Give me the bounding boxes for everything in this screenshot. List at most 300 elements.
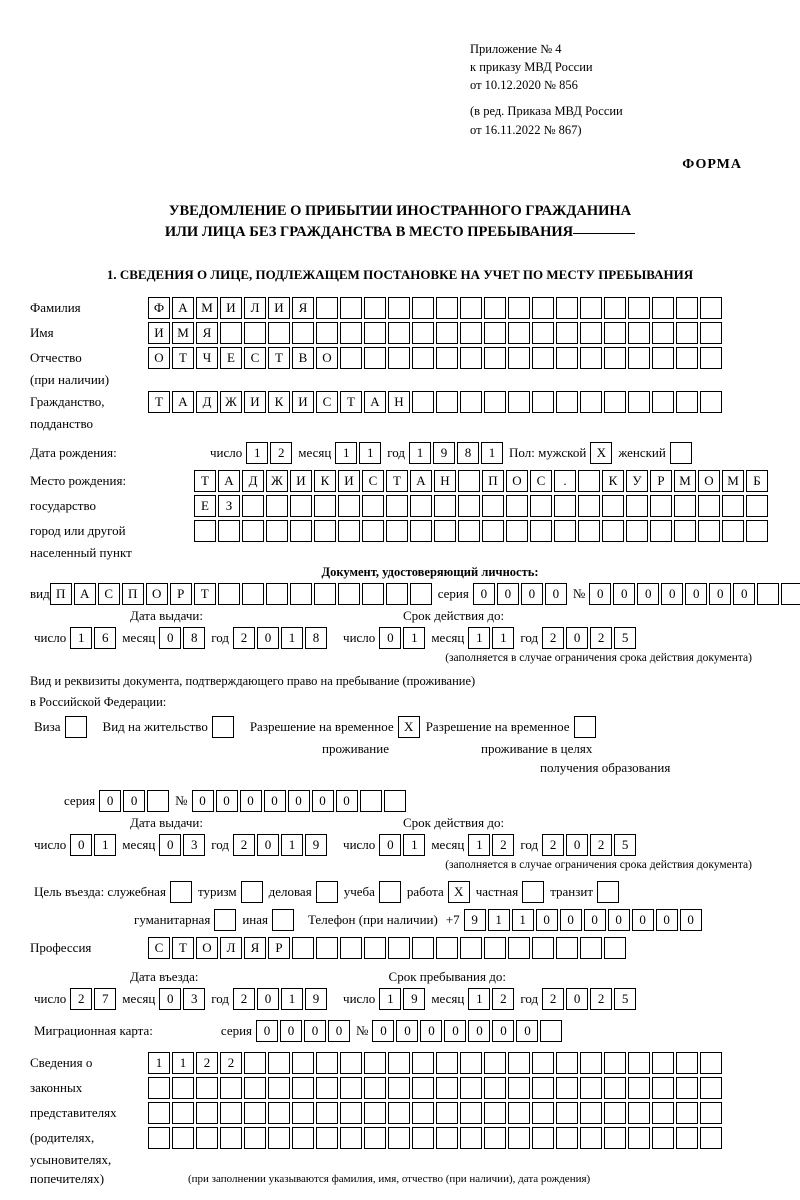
char-cell[interactable] bbox=[196, 1102, 218, 1124]
char-cell[interactable] bbox=[532, 1052, 554, 1074]
edu-permit-checkbox[interactable] bbox=[574, 716, 598, 738]
char-cell[interactable]: 6 bbox=[94, 627, 116, 649]
char-cell[interactable]: А bbox=[172, 391, 194, 413]
identity-valid-month-input[interactable] bbox=[468, 627, 516, 649]
char-cell[interactable] bbox=[554, 495, 576, 517]
char-cell[interactable] bbox=[700, 1127, 722, 1149]
char-cell[interactable] bbox=[700, 347, 722, 369]
char-cell[interactable]: 0 bbox=[584, 909, 606, 931]
char-cell[interactable] bbox=[290, 495, 312, 517]
char-cell[interactable] bbox=[676, 1127, 698, 1149]
permit-issue-month-input[interactable] bbox=[159, 834, 207, 856]
char-cell[interactable]: 0 bbox=[516, 1020, 538, 1042]
char-cell[interactable]: 0 bbox=[264, 790, 286, 812]
char-cell[interactable] bbox=[580, 937, 602, 959]
char-cell[interactable] bbox=[412, 937, 434, 959]
char-cell[interactable] bbox=[508, 1127, 530, 1149]
char-cell[interactable] bbox=[700, 297, 722, 319]
char-cell[interactable]: 1 bbox=[281, 988, 303, 1010]
char-cell[interactable]: О bbox=[146, 583, 168, 605]
char-cell[interactable] bbox=[412, 322, 434, 344]
char-cell[interactable] bbox=[580, 1077, 602, 1099]
char-cell[interactable]: Л bbox=[244, 297, 266, 319]
char-cell[interactable] bbox=[460, 1127, 482, 1149]
char-cell[interactable]: 8 bbox=[183, 627, 205, 649]
char-cell[interactable]: 0 bbox=[536, 909, 558, 931]
char-cell[interactable] bbox=[460, 322, 482, 344]
char-cell[interactable]: 9 bbox=[305, 988, 327, 1010]
permit-issue-year-input[interactable] bbox=[233, 834, 329, 856]
char-cell[interactable] bbox=[338, 520, 360, 542]
char-cell[interactable] bbox=[676, 1102, 698, 1124]
char-cell[interactable]: 2 bbox=[590, 834, 612, 856]
purpose-humanitarian-checkbox[interactable] bbox=[214, 909, 238, 931]
permit-issue-day-input[interactable] bbox=[70, 834, 118, 856]
residence-checkbox[interactable] bbox=[212, 716, 236, 738]
char-cell[interactable] bbox=[436, 1127, 458, 1149]
char-cell[interactable]: 0 bbox=[257, 834, 279, 856]
char-cell[interactable]: 0 bbox=[396, 1020, 418, 1042]
char-cell[interactable] bbox=[364, 1102, 386, 1124]
char-cell[interactable]: . bbox=[554, 470, 576, 492]
char-cell[interactable] bbox=[676, 297, 698, 319]
char-cell[interactable] bbox=[628, 1102, 650, 1124]
char-cell[interactable] bbox=[674, 520, 696, 542]
char-cell[interactable]: М bbox=[722, 470, 744, 492]
char-cell[interactable] bbox=[436, 937, 458, 959]
char-cell[interactable]: Ф bbox=[148, 297, 170, 319]
char-cell[interactable]: О bbox=[196, 937, 218, 959]
char-cell[interactable] bbox=[556, 1077, 578, 1099]
permit-series-input[interactable] bbox=[99, 790, 171, 812]
char-cell[interactable] bbox=[484, 1077, 506, 1099]
char-cell[interactable]: 0 bbox=[468, 1020, 490, 1042]
char-cell[interactable] bbox=[484, 937, 506, 959]
char-cell[interactable]: 0 bbox=[632, 909, 654, 931]
char-cell[interactable] bbox=[602, 520, 624, 542]
char-cell[interactable] bbox=[292, 322, 314, 344]
char-cell[interactable]: К bbox=[602, 470, 624, 492]
char-cell[interactable]: 0 bbox=[159, 834, 181, 856]
entry-month-input[interactable] bbox=[159, 988, 207, 1010]
char-cell[interactable]: 2 bbox=[270, 442, 292, 464]
char-cell[interactable] bbox=[628, 347, 650, 369]
identity-series-input[interactable] bbox=[473, 583, 569, 605]
char-cell[interactable]: 1 bbox=[403, 627, 425, 649]
char-cell[interactable] bbox=[364, 1077, 386, 1099]
char-cell[interactable]: И bbox=[292, 391, 314, 413]
char-cell[interactable] bbox=[412, 1102, 434, 1124]
char-cell[interactable]: 0 bbox=[566, 988, 588, 1010]
char-cell[interactable] bbox=[580, 391, 602, 413]
char-cell[interactable]: Т bbox=[386, 470, 408, 492]
char-cell[interactable] bbox=[578, 520, 600, 542]
visa-checkbox[interactable] bbox=[65, 716, 89, 738]
char-cell[interactable]: О bbox=[698, 470, 720, 492]
char-cell[interactable] bbox=[172, 1077, 194, 1099]
stay-month-input[interactable] bbox=[468, 988, 516, 1010]
birth-year-input[interactable] bbox=[409, 442, 505, 464]
char-cell[interactable]: 0 bbox=[420, 1020, 442, 1042]
char-cell[interactable]: С bbox=[98, 583, 120, 605]
char-cell[interactable]: 1 bbox=[172, 1052, 194, 1074]
char-cell[interactable]: 9 bbox=[403, 988, 425, 1010]
char-cell[interactable] bbox=[722, 520, 744, 542]
representatives-input-row3[interactable] bbox=[148, 1102, 724, 1124]
char-cell[interactable] bbox=[292, 1077, 314, 1099]
char-cell[interactable]: 1 bbox=[281, 627, 303, 649]
char-cell[interactable]: А bbox=[74, 583, 96, 605]
char-cell[interactable] bbox=[508, 391, 530, 413]
char-cell[interactable]: 2 bbox=[542, 834, 564, 856]
char-cell[interactable] bbox=[242, 520, 264, 542]
char-cell[interactable] bbox=[388, 1052, 410, 1074]
char-cell[interactable]: С bbox=[316, 391, 338, 413]
char-cell[interactable] bbox=[412, 347, 434, 369]
char-cell[interactable]: Т bbox=[172, 937, 194, 959]
char-cell[interactable]: 0 bbox=[444, 1020, 466, 1042]
char-cell[interactable]: 0 bbox=[379, 834, 401, 856]
purpose-other-checkbox[interactable] bbox=[272, 909, 296, 931]
char-cell[interactable]: И bbox=[338, 470, 360, 492]
char-cell[interactable] bbox=[241, 881, 263, 903]
char-cell[interactable]: 1 bbox=[403, 834, 425, 856]
char-cell[interactable] bbox=[340, 1052, 362, 1074]
char-cell[interactable] bbox=[652, 297, 674, 319]
char-cell[interactable] bbox=[532, 1077, 554, 1099]
char-cell[interactable] bbox=[360, 790, 382, 812]
char-cell[interactable]: 9 bbox=[433, 442, 455, 464]
char-cell[interactable]: Я bbox=[196, 322, 218, 344]
char-cell[interactable] bbox=[434, 495, 456, 517]
char-cell[interactable]: 0 bbox=[608, 909, 630, 931]
char-cell[interactable] bbox=[580, 1052, 602, 1074]
char-cell[interactable] bbox=[597, 881, 619, 903]
char-cell[interactable]: 1 bbox=[94, 834, 116, 856]
birthplace-input-row3[interactable] bbox=[194, 520, 770, 542]
char-cell[interactable] bbox=[626, 520, 648, 542]
char-cell[interactable] bbox=[482, 495, 504, 517]
char-cell[interactable]: 0 bbox=[497, 583, 519, 605]
char-cell[interactable] bbox=[757, 583, 779, 605]
char-cell[interactable]: 2 bbox=[233, 627, 255, 649]
char-cell[interactable] bbox=[316, 937, 338, 959]
identity-valid-year-input[interactable] bbox=[542, 627, 638, 649]
char-cell[interactable] bbox=[384, 790, 406, 812]
char-cell[interactable] bbox=[340, 347, 362, 369]
char-cell[interactable] bbox=[314, 495, 336, 517]
char-cell[interactable]: 1 bbox=[246, 442, 268, 464]
char-cell[interactable] bbox=[506, 520, 528, 542]
identity-issue-month-input[interactable] bbox=[159, 627, 207, 649]
char-cell[interactable]: 1 bbox=[468, 834, 490, 856]
char-cell[interactable] bbox=[148, 1102, 170, 1124]
char-cell[interactable] bbox=[196, 1077, 218, 1099]
char-cell[interactable]: 2 bbox=[492, 834, 514, 856]
temp-permit-checkbox[interactable] bbox=[398, 716, 422, 738]
char-cell[interactable]: А bbox=[410, 470, 432, 492]
char-cell[interactable] bbox=[604, 297, 626, 319]
char-cell[interactable] bbox=[364, 322, 386, 344]
char-cell[interactable] bbox=[580, 1102, 602, 1124]
char-cell[interactable]: О bbox=[506, 470, 528, 492]
char-cell[interactable] bbox=[388, 322, 410, 344]
char-cell[interactable] bbox=[148, 1127, 170, 1149]
char-cell[interactable]: 0 bbox=[192, 790, 214, 812]
char-cell[interactable] bbox=[212, 716, 234, 738]
char-cell[interactable]: 0 bbox=[99, 790, 121, 812]
char-cell[interactable]: 0 bbox=[328, 1020, 350, 1042]
char-cell[interactable] bbox=[379, 881, 401, 903]
char-cell[interactable] bbox=[292, 1052, 314, 1074]
char-cell[interactable]: 0 bbox=[123, 790, 145, 812]
char-cell[interactable] bbox=[484, 297, 506, 319]
char-cell[interactable]: Т bbox=[194, 470, 216, 492]
birth-month-input[interactable] bbox=[335, 442, 383, 464]
char-cell[interactable] bbox=[170, 881, 192, 903]
char-cell[interactable] bbox=[436, 1052, 458, 1074]
char-cell[interactable] bbox=[364, 937, 386, 959]
char-cell[interactable] bbox=[676, 1052, 698, 1074]
char-cell[interactable] bbox=[148, 1077, 170, 1099]
char-cell[interactable] bbox=[604, 322, 626, 344]
char-cell[interactable]: 2 bbox=[196, 1052, 218, 1074]
char-cell[interactable] bbox=[580, 322, 602, 344]
char-cell[interactable]: 2 bbox=[542, 627, 564, 649]
char-cell[interactable]: 5 bbox=[614, 627, 636, 649]
char-cell[interactable]: 1 bbox=[492, 627, 514, 649]
char-cell[interactable] bbox=[676, 322, 698, 344]
char-cell[interactable]: X bbox=[398, 716, 420, 738]
char-cell[interactable] bbox=[676, 391, 698, 413]
char-cell[interactable] bbox=[508, 1052, 530, 1074]
char-cell[interactable]: А bbox=[218, 470, 240, 492]
char-cell[interactable] bbox=[218, 583, 240, 605]
char-cell[interactable]: С bbox=[362, 470, 384, 492]
char-cell[interactable] bbox=[482, 520, 504, 542]
char-cell[interactable] bbox=[670, 442, 692, 464]
char-cell[interactable] bbox=[244, 1052, 266, 1074]
char-cell[interactable]: 0 bbox=[288, 790, 310, 812]
char-cell[interactable] bbox=[652, 1077, 674, 1099]
char-cell[interactable] bbox=[244, 1127, 266, 1149]
char-cell[interactable]: 1 bbox=[359, 442, 381, 464]
char-cell[interactable] bbox=[604, 347, 626, 369]
char-cell[interactable] bbox=[508, 1077, 530, 1099]
char-cell[interactable]: 2 bbox=[70, 988, 92, 1010]
char-cell[interactable] bbox=[484, 1102, 506, 1124]
char-cell[interactable]: Я bbox=[292, 297, 314, 319]
char-cell[interactable]: Р bbox=[268, 937, 290, 959]
char-cell[interactable] bbox=[340, 297, 362, 319]
char-cell[interactable] bbox=[436, 1102, 458, 1124]
char-cell[interactable]: 0 bbox=[280, 1020, 302, 1042]
char-cell[interactable]: 5 bbox=[614, 988, 636, 1010]
char-cell[interactable]: 1 bbox=[488, 909, 510, 931]
char-cell[interactable]: 8 bbox=[457, 442, 479, 464]
char-cell[interactable] bbox=[532, 937, 554, 959]
char-cell[interactable] bbox=[388, 1077, 410, 1099]
char-cell[interactable] bbox=[268, 1127, 290, 1149]
char-cell[interactable] bbox=[556, 347, 578, 369]
char-cell[interactable] bbox=[266, 583, 288, 605]
char-cell[interactable] bbox=[290, 583, 312, 605]
char-cell[interactable]: 1 bbox=[70, 627, 92, 649]
char-cell[interactable] bbox=[652, 322, 674, 344]
char-cell[interactable]: М bbox=[172, 322, 194, 344]
char-cell[interactable] bbox=[458, 495, 480, 517]
char-cell[interactable]: В bbox=[292, 347, 314, 369]
char-cell[interactable] bbox=[532, 1102, 554, 1124]
char-cell[interactable]: С bbox=[148, 937, 170, 959]
entry-year-input[interactable] bbox=[233, 988, 329, 1010]
char-cell[interactable] bbox=[460, 937, 482, 959]
char-cell[interactable]: 0 bbox=[560, 909, 582, 931]
purpose-item-checkbox-4[interactable] bbox=[522, 881, 546, 903]
permit-valid-year-input[interactable] bbox=[542, 834, 638, 856]
char-cell[interactable] bbox=[604, 1127, 626, 1149]
char-cell[interactable]: О bbox=[148, 347, 170, 369]
char-cell[interactable] bbox=[364, 1127, 386, 1149]
char-cell[interactable]: К bbox=[268, 391, 290, 413]
char-cell[interactable] bbox=[628, 391, 650, 413]
char-cell[interactable] bbox=[314, 520, 336, 542]
purpose-item-checkbox-1[interactable] bbox=[316, 881, 340, 903]
char-cell[interactable]: 0 bbox=[379, 627, 401, 649]
char-cell[interactable]: Т bbox=[268, 347, 290, 369]
char-cell[interactable]: 0 bbox=[733, 583, 755, 605]
char-cell[interactable] bbox=[316, 1102, 338, 1124]
char-cell[interactable] bbox=[388, 297, 410, 319]
citizenship-input[interactable] bbox=[148, 391, 724, 413]
char-cell[interactable] bbox=[314, 583, 336, 605]
char-cell[interactable]: 8 bbox=[305, 627, 327, 649]
char-cell[interactable]: У bbox=[626, 470, 648, 492]
char-cell[interactable] bbox=[244, 1102, 266, 1124]
char-cell[interactable] bbox=[172, 1102, 194, 1124]
char-cell[interactable] bbox=[484, 391, 506, 413]
char-cell[interactable]: Т bbox=[340, 391, 362, 413]
char-cell[interactable]: 0 bbox=[257, 988, 279, 1010]
char-cell[interactable]: 9 bbox=[305, 834, 327, 856]
purpose-service-checkbox[interactable] bbox=[170, 881, 194, 903]
char-cell[interactable] bbox=[460, 297, 482, 319]
char-cell[interactable] bbox=[244, 322, 266, 344]
char-cell[interactable]: 0 bbox=[492, 1020, 514, 1042]
char-cell[interactable] bbox=[386, 583, 408, 605]
char-cell[interactable]: 0 bbox=[70, 834, 92, 856]
char-cell[interactable] bbox=[410, 583, 432, 605]
representatives-input-row1[interactable] bbox=[148, 1052, 724, 1074]
char-cell[interactable] bbox=[650, 495, 672, 517]
char-cell[interactable] bbox=[556, 1127, 578, 1149]
char-cell[interactable] bbox=[556, 322, 578, 344]
char-cell[interactable]: Я bbox=[244, 937, 266, 959]
char-cell[interactable]: Н bbox=[388, 391, 410, 413]
char-cell[interactable]: 0 bbox=[240, 790, 262, 812]
char-cell[interactable] bbox=[574, 716, 596, 738]
char-cell[interactable] bbox=[412, 391, 434, 413]
char-cell[interactable] bbox=[652, 1127, 674, 1149]
stay-day-input[interactable] bbox=[379, 988, 427, 1010]
char-cell[interactable]: Т bbox=[194, 583, 216, 605]
char-cell[interactable] bbox=[292, 937, 314, 959]
char-cell[interactable] bbox=[604, 1052, 626, 1074]
char-cell[interactable]: X bbox=[590, 442, 612, 464]
char-cell[interactable] bbox=[268, 1102, 290, 1124]
identity-issue-day-input[interactable] bbox=[70, 627, 118, 649]
char-cell[interactable] bbox=[626, 495, 648, 517]
char-cell[interactable]: 2 bbox=[233, 834, 255, 856]
char-cell[interactable] bbox=[386, 520, 408, 542]
representatives-input-row2[interactable] bbox=[148, 1077, 724, 1099]
char-cell[interactable]: И bbox=[148, 322, 170, 344]
char-cell[interactable] bbox=[508, 347, 530, 369]
char-cell[interactable]: 0 bbox=[637, 583, 659, 605]
char-cell[interactable]: 0 bbox=[336, 790, 358, 812]
permit-valid-day-input[interactable] bbox=[379, 834, 427, 856]
char-cell[interactable] bbox=[628, 1052, 650, 1074]
char-cell[interactable] bbox=[218, 520, 240, 542]
char-cell[interactable] bbox=[362, 495, 384, 517]
char-cell[interactable] bbox=[364, 347, 386, 369]
char-cell[interactable] bbox=[436, 347, 458, 369]
char-cell[interactable]: Т bbox=[172, 347, 194, 369]
char-cell[interactable] bbox=[434, 520, 456, 542]
char-cell[interactable]: 2 bbox=[542, 988, 564, 1010]
char-cell[interactable]: 0 bbox=[661, 583, 683, 605]
purpose-item-checkbox-5[interactable] bbox=[597, 881, 621, 903]
char-cell[interactable] bbox=[578, 470, 600, 492]
char-cell[interactable] bbox=[364, 297, 386, 319]
char-cell[interactable] bbox=[698, 495, 720, 517]
char-cell[interactable] bbox=[628, 1077, 650, 1099]
patronymic-input[interactable] bbox=[148, 347, 724, 369]
char-cell[interactable]: 0 bbox=[589, 583, 611, 605]
char-cell[interactable] bbox=[292, 1127, 314, 1149]
char-cell[interactable] bbox=[220, 1102, 242, 1124]
char-cell[interactable] bbox=[556, 297, 578, 319]
char-cell[interactable]: И bbox=[268, 297, 290, 319]
char-cell[interactable]: 0 bbox=[159, 988, 181, 1010]
sex-male-checkbox[interactable] bbox=[590, 442, 614, 464]
char-cell[interactable] bbox=[412, 1127, 434, 1149]
char-cell[interactable]: Д bbox=[196, 391, 218, 413]
char-cell[interactable] bbox=[460, 1052, 482, 1074]
char-cell[interactable]: Р bbox=[170, 583, 192, 605]
char-cell[interactable] bbox=[316, 881, 338, 903]
char-cell[interactable] bbox=[220, 1127, 242, 1149]
char-cell[interactable] bbox=[340, 322, 362, 344]
char-cell[interactable] bbox=[364, 1052, 386, 1074]
char-cell[interactable] bbox=[650, 520, 672, 542]
char-cell[interactable]: 0 bbox=[566, 627, 588, 649]
char-cell[interactable]: 2 bbox=[220, 1052, 242, 1074]
char-cell[interactable] bbox=[460, 1077, 482, 1099]
char-cell[interactable] bbox=[338, 495, 360, 517]
char-cell[interactable]: З bbox=[218, 495, 240, 517]
char-cell[interactable] bbox=[458, 470, 480, 492]
char-cell[interactable]: 1 bbox=[379, 988, 401, 1010]
char-cell[interactable] bbox=[508, 1102, 530, 1124]
char-cell[interactable] bbox=[781, 583, 800, 605]
char-cell[interactable]: 1 bbox=[512, 909, 534, 931]
phone-input[interactable] bbox=[464, 909, 704, 931]
char-cell[interactable] bbox=[674, 495, 696, 517]
char-cell[interactable] bbox=[602, 495, 624, 517]
char-cell[interactable] bbox=[316, 1077, 338, 1099]
char-cell[interactable] bbox=[268, 322, 290, 344]
